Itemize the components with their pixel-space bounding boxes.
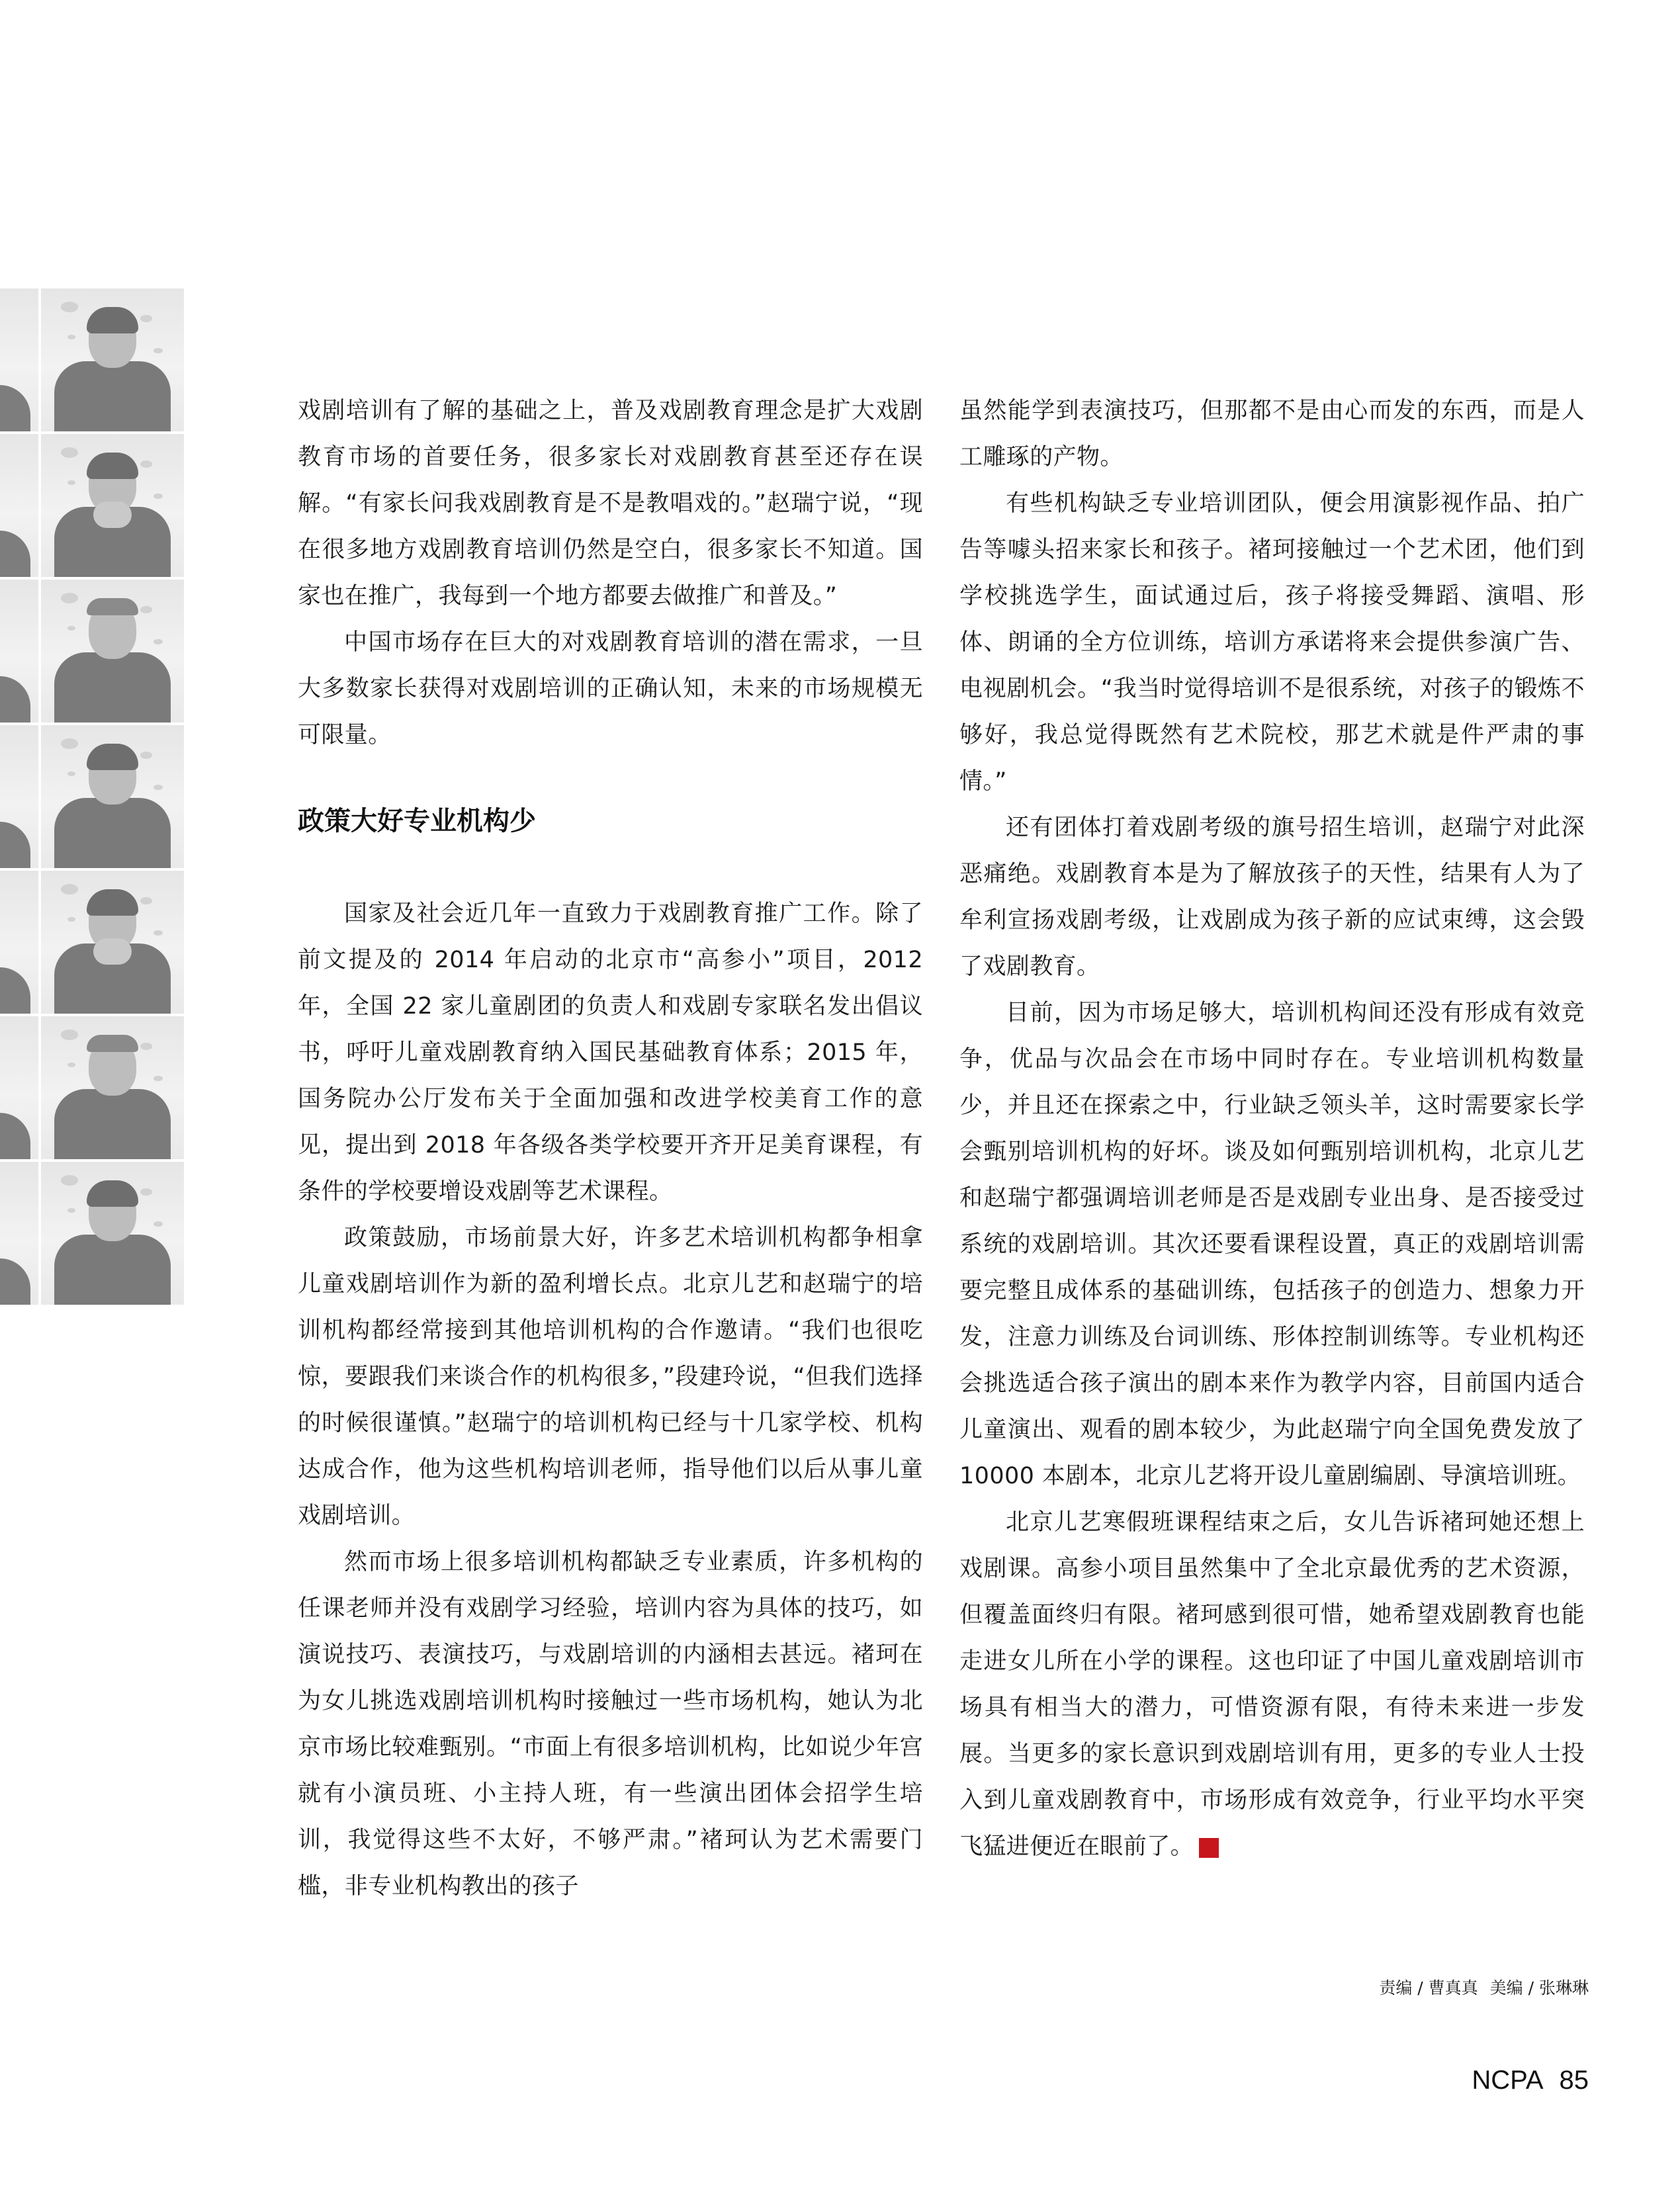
portrait-photo-partial bbox=[0, 1162, 38, 1305]
editor-credit: 责编 / 曹真真 bbox=[1379, 1978, 1478, 1997]
paragraph-text: 北京儿艺寒假班课程结束之后，女儿告诉褚珂她还想上戏剧课。高参小项目虽然集中了全北京最优秀的艺术资源，但覆盖面终归有限。褚珂感到很可惜，她希望戏剧教育也能走进女儿所在小学的课程。这也印证了中国儿童戏剧培训市场具有相当大的潜力，可惜资源有限，有待未来进一步发展。当更多的家长意识到戏剧培训有用，更多的专业人士投入到儿童戏剧教育中，市场形成有效竞争，行业平均水平突飞猛进便近在眼前了。 bbox=[959, 1509, 1585, 1860]
portrait-photo-scared-boy-hands-on-mouth bbox=[41, 434, 184, 577]
portrait-photo-scared-boy-hands-on-mouth bbox=[41, 871, 184, 1014]
paragraph: 还有团体打着戏剧考级的旗号招生培训，赵瑞宁对此深恶痛绝。戏剧教育本是为了解放孩子的天性，结果有人为了牟利宣扬戏剧考级，让戏剧成为孩子新的应试束缚，这会毁了戏剧教育。 bbox=[959, 814, 1585, 980]
publication-name: NCPA bbox=[1472, 2066, 1544, 2095]
designer-credit: 美编 / 张琳琳 bbox=[1489, 1978, 1589, 1997]
section-heading: 政策大好专业机构少 bbox=[298, 806, 536, 836]
credits bbox=[1379, 1975, 1589, 1999]
paragraph: 然而市场上很多培训机构都缺乏专业素质，许多机构的任课老师并没有戏剧学习经验，培训内容为具体的技巧，如演说技巧、表演技巧，与戏剧培训的内涵相去甚远。褚珂在为女儿挑选戏剧培训机构时接触过一些市场机构，她认为北京市场比较难甄别。“市面上有很多培训机构，比如说少年宫就有小演员班、小主持人班，有一些演出团体会招学生培训，我觉得这些不太好，不够严肃。”褚珂认为艺术需要门槛，非专业机构教出的孩子 bbox=[298, 1549, 923, 1900]
photo-row bbox=[0, 725, 185, 869]
paragraph: 国家及社会近几年一直致力于戏剧教育推广工作。除了前文提及的 2014 年启动的北京市“高参小”项目，2012 年，全国 22 家儿童剧团的负责人和戏剧专家联名发出倡议书，呼吁儿童戏剧教育纳入国民基础教育体系；2015 年，国务院办公厅发布关于全面加强和改进学校美育工作的意见，提出到 2018 年各级各类学校要开齐开足美育课程，有条件的学校要增设戏剧等艺术课程。 bbox=[298, 900, 923, 1205]
paragraph: 政策鼓励，市场前景大好，许多艺术培训机构都争相拿儿童戏剧培训作为新的盈利增长点。北京儿艺和赵瑞宁的培训机构都经常接到其他培训机构的合作邀请。“我们也很吃惊，要跟我们来谈合作的机构很多，”段建玲说，“但我们选择的时候很谨慎。”赵瑞宁的培训机构已经与十几家学校、机构达成合作，他为这些机构培训老师，指导他们以后从事儿童戏剧培训。 bbox=[298, 1225, 923, 1529]
portrait-photo-crying-boy bbox=[41, 725, 184, 868]
portrait-photo-crying-boy bbox=[41, 288, 184, 431]
folio bbox=[1472, 2066, 1589, 2095]
photo-row bbox=[0, 871, 185, 1015]
paragraph: 中国市场存在巨大的对戏剧教育培训的潜在需求，一旦大多数家长获得对戏剧培训的正确认知，未来的市场规模无可限量。 bbox=[298, 629, 923, 748]
final-paragraph bbox=[959, 1499, 1585, 1870]
left-column bbox=[298, 388, 923, 1909]
portrait-photo-partial bbox=[0, 725, 38, 868]
portrait-photo-partial bbox=[0, 288, 38, 431]
portrait-photo-partial bbox=[0, 434, 38, 577]
photo-row bbox=[0, 1162, 185, 1306]
page-number: 85 bbox=[1559, 2066, 1589, 2095]
photo-strip bbox=[0, 288, 185, 1310]
paragraph: 虽然能学到表演技巧，但那都不是由心而发的东西，而是人工雕琢的产物。 bbox=[959, 398, 1585, 470]
right-column bbox=[959, 388, 1585, 1870]
portrait-photo-partial bbox=[0, 580, 38, 722]
portrait-photo-laughing-girl bbox=[41, 1016, 184, 1159]
paragraph: 有些机构缺乏专业培训团队，便会用演影视作品、拍广告等噱头招来家长和孩子。褚珂接触过一个艺术团，他们到学校挑选学生，面试通过后，孩子将接受舞蹈、演唱、形体、朗诵的全方位训练，培训方承诺将来会提供参演广告、电视剧机会。“我当时觉得培训不是很系统，对孩子的锻炼不够好，我总觉得既然有艺术院校，那艺术就是件严肃的事情。” bbox=[959, 490, 1585, 795]
paragraph: 目前，因为市场足够大，培训机构间还没有形成有效竞争，优品与次品会在市场中同时存在。专业培训机构数量少，并且还在探索之中，行业缺乏领头羊，这时需要家长学会甄别培训机构的好坏。谈及如何甄别培训机构，北京儿艺和赵瑞宁都强调培训老师是否是戏剧专业出身、是否接受过系统的戏剧培训。其次还要看课程设置，真正的戏剧培训需要完整且成体系的基础训练，包括孩子的创造力、想象力开发，注意力训练及台词训练、形体控制训练等。专业机构还会挑选适合孩子演出的剧本来作为教学内容，目前国内适合儿童演出、观看的剧本较少，为此赵瑞宁向全国免费发放了 10000 本剧本，北京儿艺将开设儿童剧编剧、导演培训班。 bbox=[959, 1000, 1585, 1489]
ncpa-end-mark-icon bbox=[1199, 1838, 1259, 1858]
portrait-photo-partial bbox=[0, 1016, 38, 1159]
portrait-photo-laughing-girl bbox=[41, 580, 184, 722]
photo-row bbox=[0, 434, 185, 578]
end-mark-line2: PA bbox=[1245, 1847, 1257, 1857]
portrait-photo-partial bbox=[0, 871, 38, 1014]
photo-row bbox=[0, 1016, 185, 1160]
portrait-photo-crying-boy bbox=[41, 1162, 184, 1305]
paragraph: 戏剧培训有了解的基础之上，普及戏剧教育理念是扩大戏剧教育市场的首要任务，很多家长对戏剧教育甚至还存在误解。“有家长问我戏剧教育是不是教唱戏的。”赵瑞宁说，“现在很多地方戏剧教育培训仍然是空白，很多家长不知道。国家也在推广，我每到一个地方都要去做推广和普及。” bbox=[298, 398, 923, 609]
photo-row bbox=[0, 580, 185, 724]
photo-row bbox=[0, 288, 185, 433]
end-mark-line1: NC bbox=[1245, 1838, 1259, 1848]
